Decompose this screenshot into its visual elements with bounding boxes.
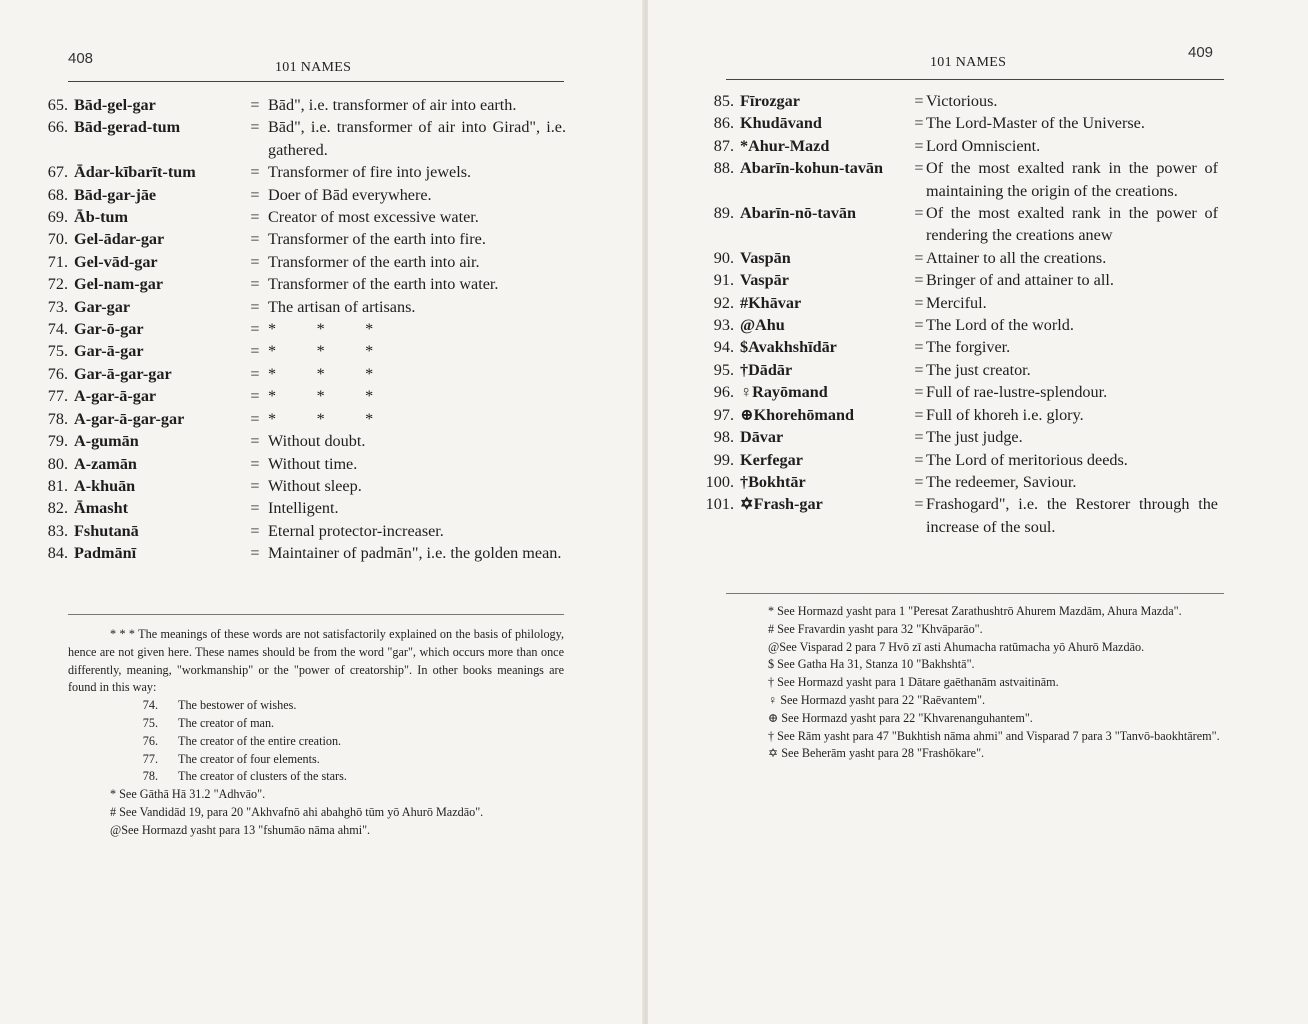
name-entry	[30, 520, 566, 542]
header-rule	[68, 81, 564, 82]
sublist-item	[68, 715, 564, 733]
equals-sign: =	[250, 118, 260, 137]
entry-name: †Bokhtār	[740, 472, 806, 491]
equals-sign: =	[250, 297, 260, 316]
name-entry	[686, 471, 1218, 493]
entry-name: Gel-ādar-gar	[74, 230, 165, 249]
equals-sign: =	[250, 163, 260, 182]
entry-meaning: The Lord-Master of the Universe.	[926, 114, 1145, 133]
name-entry	[30, 184, 566, 206]
entry-meaning: Transformer of the earth into water.	[268, 275, 499, 294]
entry-number: 81.	[47, 476, 68, 495]
equals-sign: =	[250, 432, 260, 451]
entry-number: 93.	[713, 316, 734, 335]
entry-name: Bād-gerad-tum	[74, 118, 181, 137]
name-entry	[686, 359, 1218, 381]
equals-sign: =	[914, 472, 924, 491]
entry-name: Abarīn-nō-tavān	[740, 204, 857, 223]
name-entry	[30, 251, 566, 273]
name-entry	[30, 296, 566, 318]
name-entry	[30, 116, 566, 161]
entry-name: Khudāvand	[740, 114, 822, 133]
entry-name: Vaspār	[740, 271, 789, 290]
meanings-sublist	[68, 697, 564, 786]
entry-name: Gel-vād-gar	[74, 252, 158, 271]
entry-meaning: The redeemer, Saviour.	[926, 472, 1077, 491]
entry-number: 92.	[713, 293, 734, 312]
entry-name: *Ahur-Mazd	[740, 136, 830, 155]
entry-name: A-gumān	[74, 432, 139, 451]
equals-sign: =	[914, 114, 924, 133]
entry-meaning: * * *	[268, 409, 374, 428]
entry-number: 79.	[47, 432, 68, 451]
right-page	[648, 0, 1308, 1024]
sublist-text: The creator of the entire creation.	[178, 733, 342, 748]
entry-meaning: Victorious.	[926, 92, 998, 110]
name-entry	[686, 449, 1218, 471]
footnote: † See Rām yasht para 47 "Bukhtish nāma ahmi" and Visparad 7 para 3 "Tanvō-baokhtārem".	[768, 728, 1220, 743]
running-head: 101 NAMES	[930, 55, 1007, 70]
footnotes	[726, 603, 1220, 763]
equals-sign: =	[250, 387, 260, 406]
name-entry	[686, 135, 1218, 157]
sublist-number: 76.	[142, 733, 158, 748]
name-entry	[30, 385, 566, 407]
entry-meaning: The just creator.	[926, 360, 1031, 379]
entry-number: 77.	[47, 387, 68, 406]
entry-number: 100.	[705, 472, 734, 491]
name-entry	[30, 161, 566, 183]
entry-name: Ādar-kībarīt-tum	[74, 163, 196, 182]
entry-name: A-gar-ā-gar-gar	[74, 409, 185, 428]
entry-name: A-gar-ā-gar	[74, 387, 157, 406]
entry-meaning: Doer of Bād everywhere.	[268, 185, 432, 204]
entry-meaning: Eternal protector-increaser.	[268, 521, 444, 540]
entry-number: 88.	[713, 159, 734, 178]
name-entry	[686, 157, 1218, 202]
entry-number: 75.	[47, 342, 68, 361]
entry-number: 80.	[47, 454, 68, 473]
entry-name: A-zamān	[74, 454, 137, 473]
entry-meaning: Frashogard", i.e. the Restorer through the increase of the soul.	[926, 495, 1218, 536]
entry-meaning: The Lord of the world.	[926, 316, 1074, 335]
equals-sign: =	[250, 364, 260, 383]
entry-name: Bād-gel-gar	[74, 96, 156, 114]
footnote: @See Visparad 2 para 7 Hvō zī asti Ahumacha ratūmacha yō Ahurō Mazdāo.	[768, 639, 1145, 654]
page-number: 408	[68, 50, 94, 67]
entry-meaning: Bād", i.e. transformer of air into Girad", i.e. gathered.	[268, 118, 566, 159]
name-entry	[30, 228, 566, 250]
entry-number: 95.	[713, 360, 734, 379]
equals-sign: =	[914, 383, 924, 402]
equals-sign: =	[250, 476, 260, 495]
entry-meaning: Transformer of fire into jewels.	[268, 163, 472, 182]
entry-name: Bād-gar-jāe	[74, 185, 157, 204]
entry-number: 84.	[47, 544, 68, 563]
entry-name: #Khāvar	[740, 293, 802, 312]
name-entry	[30, 340, 566, 362]
entry-name: $Avakhshīdār	[740, 338, 837, 357]
equals-sign: =	[914, 248, 924, 267]
entry-name: Dāvar	[740, 428, 784, 447]
sublist-number: 77.	[142, 751, 158, 766]
equals-sign: =	[250, 230, 260, 249]
sublist-item	[68, 751, 564, 769]
entry-number: 99.	[713, 450, 734, 469]
entry-number: 71.	[47, 252, 68, 271]
entry-number: 83.	[47, 521, 68, 540]
entry-number: 70.	[47, 230, 68, 249]
entry-meaning: The forgiver.	[926, 338, 1011, 357]
entry-meaning: * * *	[268, 364, 374, 383]
entry-number: 69.	[47, 208, 68, 227]
name-entry	[686, 381, 1218, 403]
equals-sign: =	[914, 495, 924, 514]
name-entry	[686, 202, 1218, 247]
footnote: * See Hormazd yasht para 1 "Peresat Zarathushtrō Ahurem Mazdām, Ahura Mazda".	[768, 604, 1182, 618]
names-list	[686, 90, 1218, 538]
name-entry	[30, 273, 566, 295]
footnote: ✡ See Beherām yasht para 28 "Frashōkare".	[768, 746, 985, 761]
sublist-item	[68, 768, 564, 786]
equals-sign: =	[914, 92, 924, 110]
name-entry	[30, 497, 566, 519]
name-entry	[30, 363, 566, 385]
entry-number: 66.	[47, 118, 68, 137]
footnote: † See Hormazd yasht para 1 Dātare gaēthanām astvaitinām.	[768, 675, 1059, 690]
entry-meaning: Bād", i.e. transformer of air into earth.	[268, 96, 517, 114]
name-entry	[686, 336, 1218, 358]
equals-sign: =	[914, 405, 924, 424]
entry-name: Fīrozgar	[740, 92, 800, 110]
footnote: @See Hormazd yasht para 13 "fshumāo nāma ahmi".	[110, 822, 371, 837]
footnote-intro: * * * The meanings of these words are not satisfactorily explained on the basis of philology, hence are not given here. These names should be from the word "gar", which occurs more than once differently, meaning, "workmanship" or the "power of creatorship". In other books meanings are found in this way:	[68, 627, 564, 695]
footnote: ♀ See Hormazd yasht para 22 "Raēvantem".	[768, 692, 986, 707]
entry-meaning: The Lord of meritorious deeds.	[926, 450, 1128, 469]
entry-meaning: * * *	[268, 387, 374, 406]
sublist-item	[68, 733, 564, 751]
name-entry	[30, 453, 566, 475]
equals-sign: =	[250, 275, 260, 294]
equals-sign: =	[914, 360, 924, 379]
equals-sign: =	[250, 409, 260, 428]
equals-sign: =	[914, 204, 924, 223]
equals-sign: =	[250, 320, 260, 339]
entry-number: 74.	[47, 320, 68, 339]
entry-number: 91.	[713, 271, 734, 290]
entry-name: Gar-ā-gar-gar	[74, 364, 172, 383]
entry-meaning: Creator of most excessive water.	[268, 208, 479, 227]
entry-number: 90.	[713, 248, 734, 267]
entry-name: Gar-ō-gar	[74, 320, 144, 339]
entry-meaning: Without sleep.	[268, 476, 362, 495]
entry-meaning: The just judge.	[926, 428, 1023, 447]
entry-name: ✡Frash-gar	[740, 495, 823, 514]
entry-name: Vaspān	[740, 248, 791, 267]
equals-sign: =	[250, 544, 260, 563]
name-entry	[30, 408, 566, 430]
footnote: * See Gāthā Hā 31.2 "Adhvāo".	[110, 787, 266, 802]
equals-sign: =	[250, 96, 260, 114]
entry-number: 78.	[47, 409, 68, 428]
entry-meaning: Attainer to all the creations.	[926, 248, 1107, 267]
equals-sign: =	[914, 316, 924, 335]
left-page	[0, 0, 644, 1024]
entry-meaning: Merciful.	[926, 293, 987, 312]
footnotes	[68, 626, 564, 840]
entry-number: 98.	[713, 428, 734, 447]
entry-number: 67.	[47, 163, 68, 182]
running-head: 101 NAMES	[275, 60, 352, 75]
entry-name: Abarīn-kohun-tavān	[740, 159, 884, 178]
entry-name: Gar-gar	[74, 297, 131, 316]
entry-meaning: Of the most exalted rank in the power of rendering the creations anew	[926, 204, 1218, 245]
equals-sign: =	[250, 342, 260, 361]
entry-name: Gel-nam-gar	[74, 275, 164, 294]
footnote: $ See Gatha Ha 31, Stanza 10 "Bakhshtā".	[768, 657, 975, 672]
name-entry	[30, 94, 566, 116]
entry-name: A-khuān	[74, 476, 136, 495]
equals-sign: =	[914, 159, 924, 178]
entry-meaning: Transformer of the earth into fire.	[268, 230, 486, 249]
name-entry	[30, 430, 566, 452]
name-entry	[30, 318, 566, 340]
entry-name: Fshutanā	[74, 521, 139, 540]
entry-number: 94.	[713, 338, 734, 357]
entry-number: 76.	[47, 364, 68, 383]
entry-meaning: Full of khoreh i.e. glory.	[926, 405, 1084, 424]
equals-sign: =	[914, 338, 924, 357]
entry-meaning: Full of rae-lustre-splendour.	[926, 383, 1108, 402]
entry-name: †Dādār	[740, 360, 793, 379]
equals-sign: =	[914, 136, 924, 155]
sublist-number: 78.	[142, 769, 158, 784]
name-entry	[686, 292, 1218, 314]
sublist-text: The creator of man.	[178, 715, 275, 730]
header-rule	[726, 79, 1224, 80]
entry-number: 73.	[47, 297, 68, 316]
sublist-text: The creator of four elements.	[178, 751, 320, 766]
entry-meaning: The artisan of artisans.	[268, 297, 416, 316]
entry-number: 87.	[713, 136, 734, 155]
sublist-text: The bestower of wishes.	[178, 698, 297, 713]
name-entry	[30, 206, 566, 228]
equals-sign: =	[250, 185, 260, 204]
entry-number: 85.	[713, 92, 734, 110]
name-entry	[686, 112, 1218, 134]
footnote-rule	[68, 614, 564, 615]
name-entry	[686, 493, 1218, 538]
equals-sign: =	[914, 428, 924, 447]
entry-meaning: Bringer of and attainer to all.	[926, 271, 1114, 290]
sublist-number: 74.	[142, 698, 158, 713]
name-entry	[30, 542, 566, 564]
name-entry	[686, 247, 1218, 269]
entry-number: 65.	[47, 96, 68, 114]
sublist-number: 75.	[142, 715, 158, 730]
entry-number: 86.	[713, 114, 734, 133]
entry-name: ♀Rayōmand	[740, 383, 828, 402]
name-entry	[686, 269, 1218, 291]
entry-number: 72.	[47, 275, 68, 294]
entry-meaning: Intelligent.	[268, 499, 339, 518]
equals-sign: =	[914, 271, 924, 290]
entry-number: 101.	[705, 495, 734, 514]
equals-sign: =	[914, 293, 924, 312]
entry-name: Padmānī	[74, 544, 137, 563]
name-entry	[686, 426, 1218, 448]
sublist-item	[68, 697, 564, 715]
sublist-text: The creator of clusters of the stars.	[178, 769, 347, 784]
name-entry	[30, 475, 566, 497]
entry-meaning: Transformer of the earth into air.	[268, 252, 480, 271]
entry-name: Āmasht	[74, 499, 128, 518]
name-entry	[686, 314, 1218, 336]
equals-sign: =	[250, 252, 260, 271]
entry-name: Kerfegar	[740, 450, 803, 469]
entry-name: Gar-ā-gar	[74, 342, 144, 361]
name-entry	[686, 404, 1218, 426]
footnote: # See Vandidād 19, para 20 "Akhvafnō ahi abahghō tūm yō Ahurō Mazdāo".	[110, 804, 484, 819]
entry-number: 89.	[713, 204, 734, 223]
entry-number: 68.	[47, 185, 68, 204]
entry-name: ⊕Khorehōmand	[740, 405, 855, 424]
entry-number: 96.	[713, 383, 734, 402]
name-entry	[686, 90, 1218, 112]
entry-meaning: Maintainer of padmān", i.e. the golden mean.	[268, 544, 562, 563]
equals-sign: =	[250, 521, 260, 540]
footnote-rule	[726, 593, 1224, 594]
equals-sign: =	[250, 454, 260, 473]
entry-meaning: Lord Omniscient.	[926, 136, 1041, 155]
equals-sign: =	[914, 450, 924, 469]
entry-meaning: Without doubt.	[268, 432, 366, 451]
entry-meaning: Without time.	[268, 454, 358, 473]
footnote: ⊕ See Hormazd yasht para 22 "Khvarenanguhantem".	[768, 710, 1033, 725]
entry-number: 82.	[47, 499, 68, 518]
page-number: 409	[1188, 44, 1214, 61]
footnote: # See Fravardin yasht para 32 "Khvāparāo".	[768, 621, 983, 636]
names-list	[30, 94, 566, 565]
entry-meaning: Of the most exalted rank in the power of maintaining the origin of the creations.	[926, 159, 1218, 200]
entry-name: @Ahu	[740, 316, 785, 335]
entry-meaning: * * *	[268, 342, 374, 361]
entry-meaning: * * *	[268, 320, 374, 339]
equals-sign: =	[250, 499, 260, 518]
equals-sign: =	[250, 208, 260, 227]
entry-number: 97.	[713, 405, 734, 424]
entry-name: Āb-tum	[74, 208, 128, 227]
